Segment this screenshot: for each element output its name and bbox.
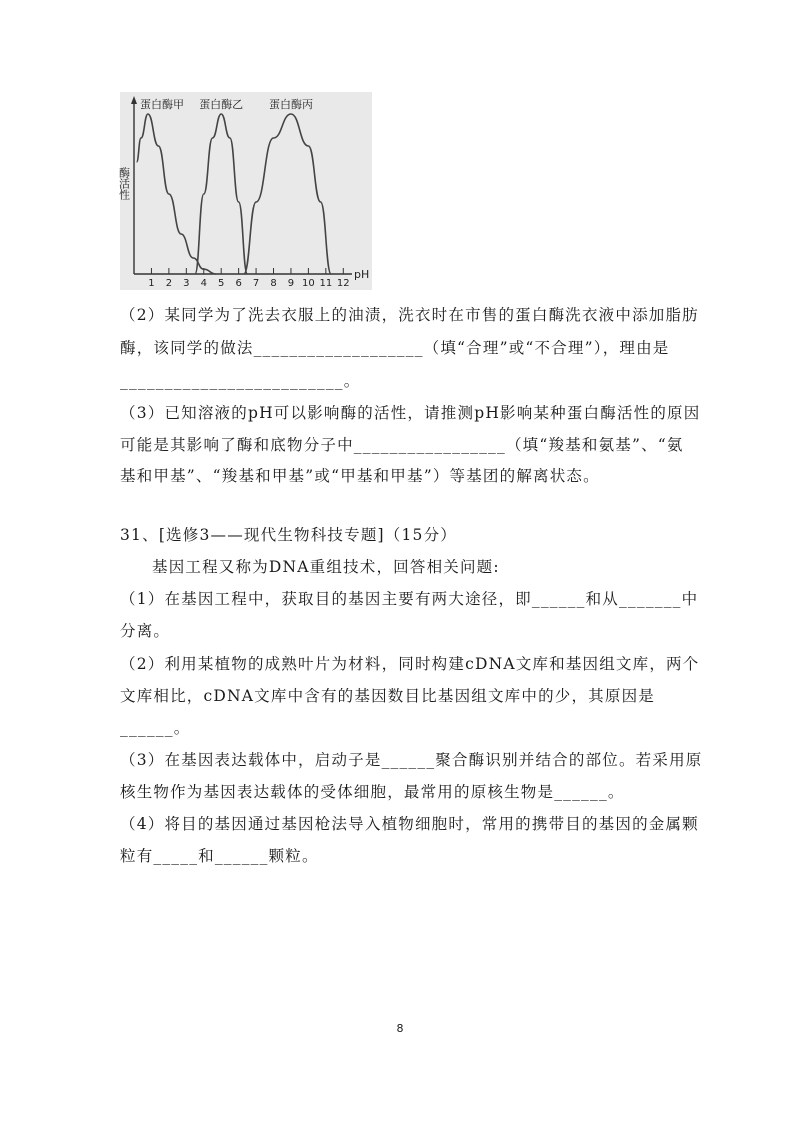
question-3-line-2: 可能是其影响了酶和底物分子中_________________（填“羧基和氨基”、“氨 [120, 436, 684, 454]
x-tick-label: 12 [336, 278, 350, 289]
x-tick-label: 6 [235, 278, 242, 289]
question-3-line-3: 基和甲基”、“羧基和甲基”或“甲基和甲基”）等基团的解离状态。 [120, 467, 600, 485]
question-31-2-line-1: （2）利用某植物的成熟叶片为材料，同时构建cDNA文库和基因组文库，两个 [120, 655, 700, 673]
x-tick-label: 7 [252, 278, 260, 289]
x-tick-label: 9 [287, 278, 295, 289]
series-line-3 [244, 114, 331, 274]
x-tick-label: 3 [183, 278, 190, 289]
series-line-2 [195, 114, 247, 274]
question-31-intro: 基因工程又称为DNA重组技术，回答相关问题: [152, 558, 500, 576]
question-31-2-line-3: ______。 [120, 719, 191, 737]
enzyme-activity-chart [117, 92, 372, 290]
question-31-title: 31、[选修3——现代生物科技专题]（15分） [120, 526, 458, 544]
question-3-line-1: （3）已知溶液的pH可以影响酶的活性，请推测pH影响某种蛋白酶活性的原因 [120, 404, 701, 422]
series-label-3: 蛋白酶丙 [268, 98, 313, 111]
x-tick-label: 1 [148, 278, 155, 289]
x-tick-label: 8 [270, 278, 277, 289]
series-label-1: 蛋白酶甲 [140, 98, 184, 111]
page-number: 8 [396, 1022, 404, 1035]
y-axis-label: 酶活性 [117, 167, 131, 200]
question-31-4-line-2: 粒有_____和______颗粒。 [120, 847, 319, 865]
x-tick-label: 5 [218, 278, 225, 289]
question-2-line-1: （2）某同学为了洗去衣服上的油渍，洗衣时在市售的蛋白酶洗衣液中添加脂肪 [120, 306, 699, 324]
y-axis-arrow [131, 96, 137, 104]
question-2-line-2: 酶，该同学的做法___________________（填“合理”或“不合理”），理由是 [120, 339, 670, 357]
question-31-1-line-2: 分离。 [120, 622, 171, 640]
question-31-3-line-2: 核生物作为基因表达载体的受体细胞，最常用的原核生物是______。 [120, 783, 625, 801]
question-31-4-line-1: （4）将目的基因通过基因枪法导入植物细胞时，常用的携带目的基因的金属颗 [120, 815, 699, 833]
enzyme-activity-chart-svg [117, 92, 372, 290]
question-31-2-line-2: 文库相比，cDNA文库中含有的基因数目比基因组文库中的少，其原因是 [120, 687, 655, 705]
x-tick-label: 4 [200, 278, 207, 289]
question-2-line-3: _________________________。 [120, 372, 361, 390]
x-tick-label: 10 [302, 278, 315, 289]
question-31-1-line-1: （1）在基因工程中，获取目的基因主要有两大途径，即______和从_______中 [120, 590, 699, 608]
x-axis-label: pH [354, 268, 370, 281]
series-label-2: 蛋白酶乙 [199, 98, 244, 111]
x-tick-label: 11 [319, 278, 333, 289]
x-tick-label: 2 [165, 278, 173, 289]
question-31-3-line-1: （3）在基因表达载体中，启动子是______聚合酶识别并结合的部位。若采用原 [120, 751, 703, 769]
